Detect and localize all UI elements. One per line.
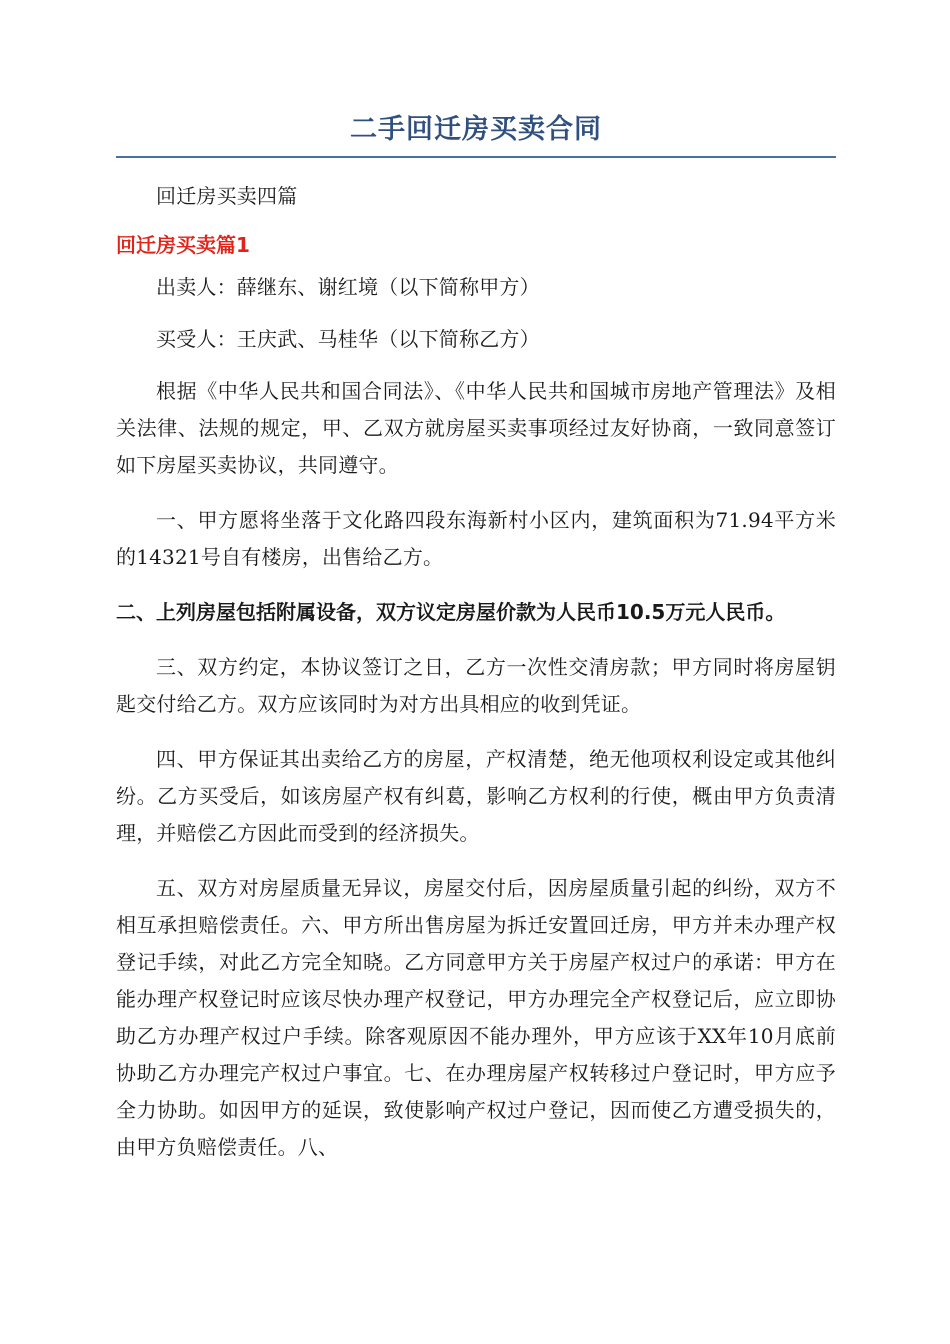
clause-2-paragraph: 二、上列房屋包括附属设备，双方议定房屋价款为人民币10.5万元人民币。 [116,600,786,624]
clause-5-paragraph: 五、双方对房屋质量无异议，房屋交付后，因房屋质量引起的纠纷，双方不相互承担赔偿责任。六、甲方所出售房屋为拆迁安置回迁房，甲方并未办理产权登记手续，对此乙方完全知晓。乙方同意甲方关于房屋产权过户的承诺：甲方在能办理产权登记时应该尽快办理产权登记，甲方办理完全产权登记后，应立即协助乙方办理产权过户手续。除客观原因不能办理外，甲方应该于XX年10月底前协助乙方办理完产权过户事宜。七、在办理房屋产权转移过户登记时，甲方应予全力协助。如因甲方的延误，致使影响产权过户登记，因而使乙方遭受损失的，由甲方负赔偿责任。八、 [116,876,836,1159]
buyer-paragraph: 买受人：王庆武、马桂华（以下简称乙方） [156,327,540,351]
seller-paragraph: 出卖人：薛继东、谢红境（以下简称甲方） [156,275,540,299]
clause-1-paragraph: 一、甲方愿将坐落于文化路四段东海新村小区内，建筑面积为71.94平方米的14321号自有楼房，出售给乙方。 [116,508,836,569]
document-page [116,110,836,1166]
basis-paragraph: 根据《中华人民共和国合同法》、《中华人民共和国城市房地产管理法》及相关法律、法规的规定，甲、乙双方就房屋买卖事项经过友好协商，一致同意签订如下房屋买卖协议，共同遵守。 [116,379,836,477]
section-heading: 回迁房买卖篇1 [116,233,250,257]
clause-3-paragraph: 三、双方约定，本协议签订之日，乙方一次性交清房款；甲方同时将房屋钥匙交付给乙方。双方应该同时为对方出具相应的收到凭证。 [116,655,836,716]
document-subtitle: 回迁房买卖四篇 [156,184,298,208]
clause-4-paragraph: 四、甲方保证其出卖给乙方的房屋，产权清楚，绝无他项权利设定或其他纠纷。乙方买受后，如该房屋产权有纠葛，影响乙方权利的行使，概由甲方负责清理，并赔偿乙方因此而受到的经济损失。 [116,747,836,845]
document-title: 二手回迁房买卖合同 [350,114,602,145]
title-underline [116,156,836,158]
